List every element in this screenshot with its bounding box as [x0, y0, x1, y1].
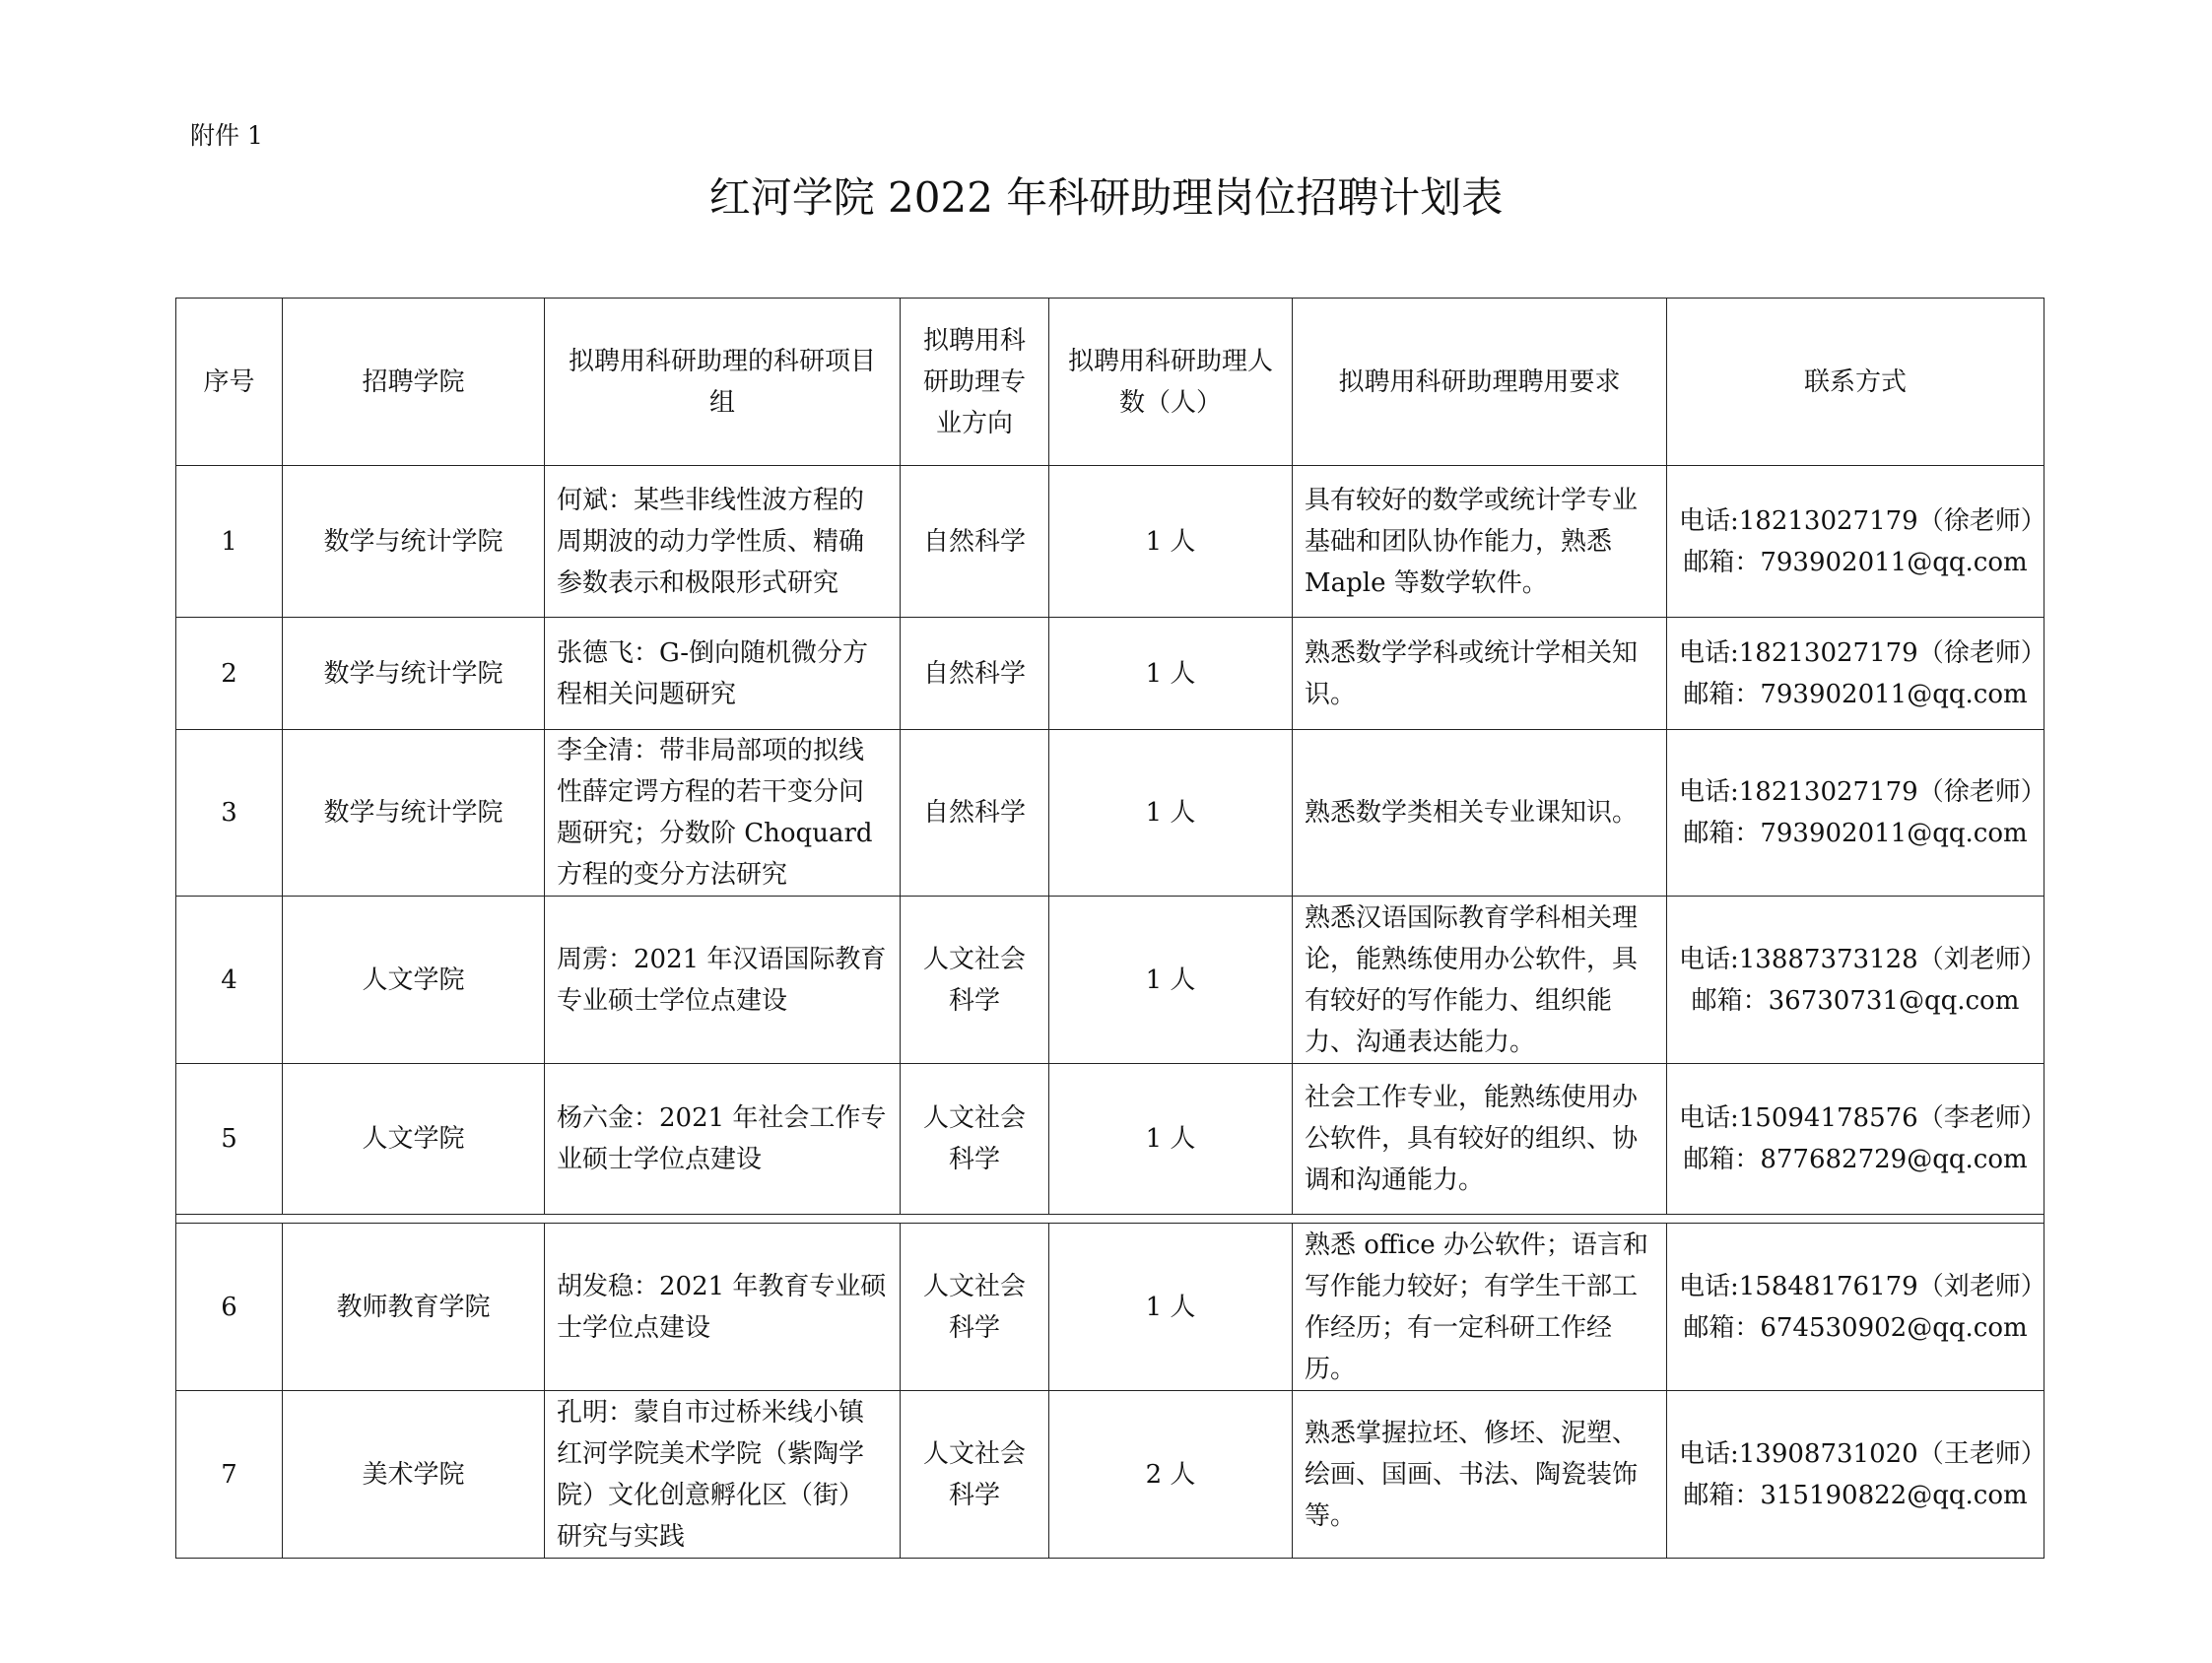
cell-direction: 自然科学 [901, 466, 1049, 618]
cell-college: 美术学院 [283, 1391, 545, 1559]
cell-project: 孔明：蒙自市过桥米线小镇红河学院美术学院（紫陶学院）文化创意孵化区（街）研究与实践 [545, 1391, 901, 1559]
cell-contact [1667, 618, 2044, 730]
cell-project: 李全清：带非局部项的拟线性薛定谔方程的若干变分问题研究；分数阶 Choquard 方程的变分方法研究 [545, 730, 901, 897]
cell-requirement: 熟悉掌握拉坯、修坯、泥塑、绘画、国画、书法、陶瓷装饰等。 [1293, 1391, 1667, 1559]
contact-email: 邮箱：674530902@qq.com [1683, 1312, 2028, 1343]
cell-contact [1667, 466, 2044, 618]
cell-college: 数学与统计学院 [283, 730, 545, 897]
cell-contact [1667, 1391, 2044, 1559]
cell-contact [1667, 730, 2044, 897]
attachment-label: 附件 1 [190, 121, 263, 150]
cell-project: 胡发稳：2021 年教育专业硕士学位点建设 [545, 1224, 901, 1391]
contact-email: 邮箱：877682729@qq.com [1683, 1145, 2028, 1174]
cell-college: 人文学院 [283, 1064, 545, 1215]
cell-direction: 人文社会科学 [901, 897, 1049, 1064]
cell-contact [1667, 1064, 2044, 1215]
table-header-row [176, 299, 2044, 466]
cell-contact [1667, 897, 2044, 1064]
recruitment-plan-table [175, 298, 2044, 1559]
cell-count: 1 人 [1049, 897, 1293, 1064]
table-page-gap [176, 1215, 2044, 1224]
cell-requirement: 具有较好的数学或统计学专业基础和团队协作能力，熟悉 Maple 等数学软件。 [1293, 466, 1667, 618]
contact-phone: 电话:15848176179（刘老师） [1679, 1271, 2046, 1301]
cell-direction: 人文社会科学 [901, 1391, 1049, 1559]
cell-direction: 自然科学 [901, 730, 1049, 897]
cell-requirement: 熟悉数学类相关专业课知识。 [1293, 730, 1667, 897]
contact-phone: 电话:18213027179（徐老师） [1679, 637, 2046, 668]
cell-no: 2 [176, 618, 283, 730]
cell-no: 5 [176, 1064, 283, 1215]
table-row [176, 1391, 2044, 1559]
cell-project: 周雳：2021 年汉语国际教育专业硕士学位点建设 [545, 897, 901, 1064]
header-no: 序号 [176, 299, 283, 466]
contact-phone: 电话:18213027179（徐老师） [1679, 777, 2046, 807]
table-row [176, 466, 2044, 618]
cell-project: 何斌：某些非线性波方程的周期波的动力学性质、精确参数表示和极限形式研究 [545, 466, 901, 618]
header-requirement: 拟聘用科研助理聘用要求 [1293, 299, 1667, 466]
cell-project: 杨六金：2021 年社会工作专业硕士学位点建设 [545, 1064, 901, 1215]
cell-count: 1 人 [1049, 730, 1293, 897]
cell-direction: 人文社会科学 [901, 1224, 1049, 1391]
cell-count: 1 人 [1049, 618, 1293, 730]
contact-email: 邮箱：793902011@qq.com [1683, 679, 2028, 709]
cell-requirement: 社会工作专业，能熟练使用办公软件，具有较好的组织、协调和沟通能力。 [1293, 1064, 1667, 1215]
contact-phone: 电话:13887373128（刘老师） [1679, 944, 2046, 974]
cell-requirement: 熟悉 office 办公软件；语言和写作能力较好；有学生干部工作经历；有一定科研工作经历。 [1293, 1224, 1667, 1391]
contact-phone: 电话:18213027179（徐老师） [1679, 505, 2046, 536]
header-college: 招聘学院 [283, 299, 545, 466]
header-project: 拟聘用科研助理的科研项目组 [545, 299, 901, 466]
contact-phone: 电话:13908731020（王老师） [1679, 1438, 2046, 1469]
table-row [176, 618, 2044, 730]
cell-direction: 自然科学 [901, 618, 1049, 730]
table-row [176, 1064, 2044, 1215]
contact-email: 邮箱：793902011@qq.com [1683, 547, 2028, 577]
cell-requirement: 熟悉数学学科或统计学相关知识。 [1293, 618, 1667, 730]
cell-count: 2 人 [1049, 1391, 1293, 1559]
header-direction: 拟聘用科研助理专业方向 [901, 299, 1049, 466]
table-row [176, 1224, 2044, 1391]
cell-college: 人文学院 [283, 897, 545, 1064]
header-count: 拟聘用科研助理人数（人） [1049, 299, 1293, 466]
contact-email: 邮箱：793902011@qq.com [1683, 819, 2028, 848]
cell-contact [1667, 1224, 2044, 1391]
cell-project: 张德飞：G-倒向随机微分方程相关问题研究 [545, 618, 901, 730]
cell-college: 数学与统计学院 [283, 618, 545, 730]
contact-phone: 电话:15094178576（李老师） [1679, 1103, 2046, 1133]
cell-requirement: 熟悉汉语国际教育学科相关理论，能熟练使用办公软件，具有较好的写作能力、组织能力、沟通表达能力。 [1293, 897, 1667, 1064]
contact-email: 邮箱：36730731@qq.com [1691, 985, 2020, 1016]
header-contact: 联系方式 [1667, 299, 2044, 466]
cell-count: 1 人 [1049, 466, 1293, 618]
cell-college: 数学与统计学院 [283, 466, 545, 618]
cell-college: 教师教育学院 [283, 1224, 545, 1391]
cell-no: 3 [176, 730, 283, 897]
table-row [176, 730, 2044, 897]
cell-no: 7 [176, 1391, 283, 1559]
document-title: 红河学院 2022 年科研助理岗位招聘计划表 [708, 173, 1504, 222]
cell-direction: 人文社会科学 [901, 1064, 1049, 1215]
contact-email: 邮箱：315190822@qq.com [1683, 1480, 2028, 1510]
cell-no: 6 [176, 1224, 283, 1391]
cell-no: 1 [176, 466, 283, 618]
cell-count: 1 人 [1049, 1064, 1293, 1215]
table-row [176, 897, 2044, 1064]
cell-count: 1 人 [1049, 1224, 1293, 1391]
cell-no: 4 [176, 897, 283, 1064]
